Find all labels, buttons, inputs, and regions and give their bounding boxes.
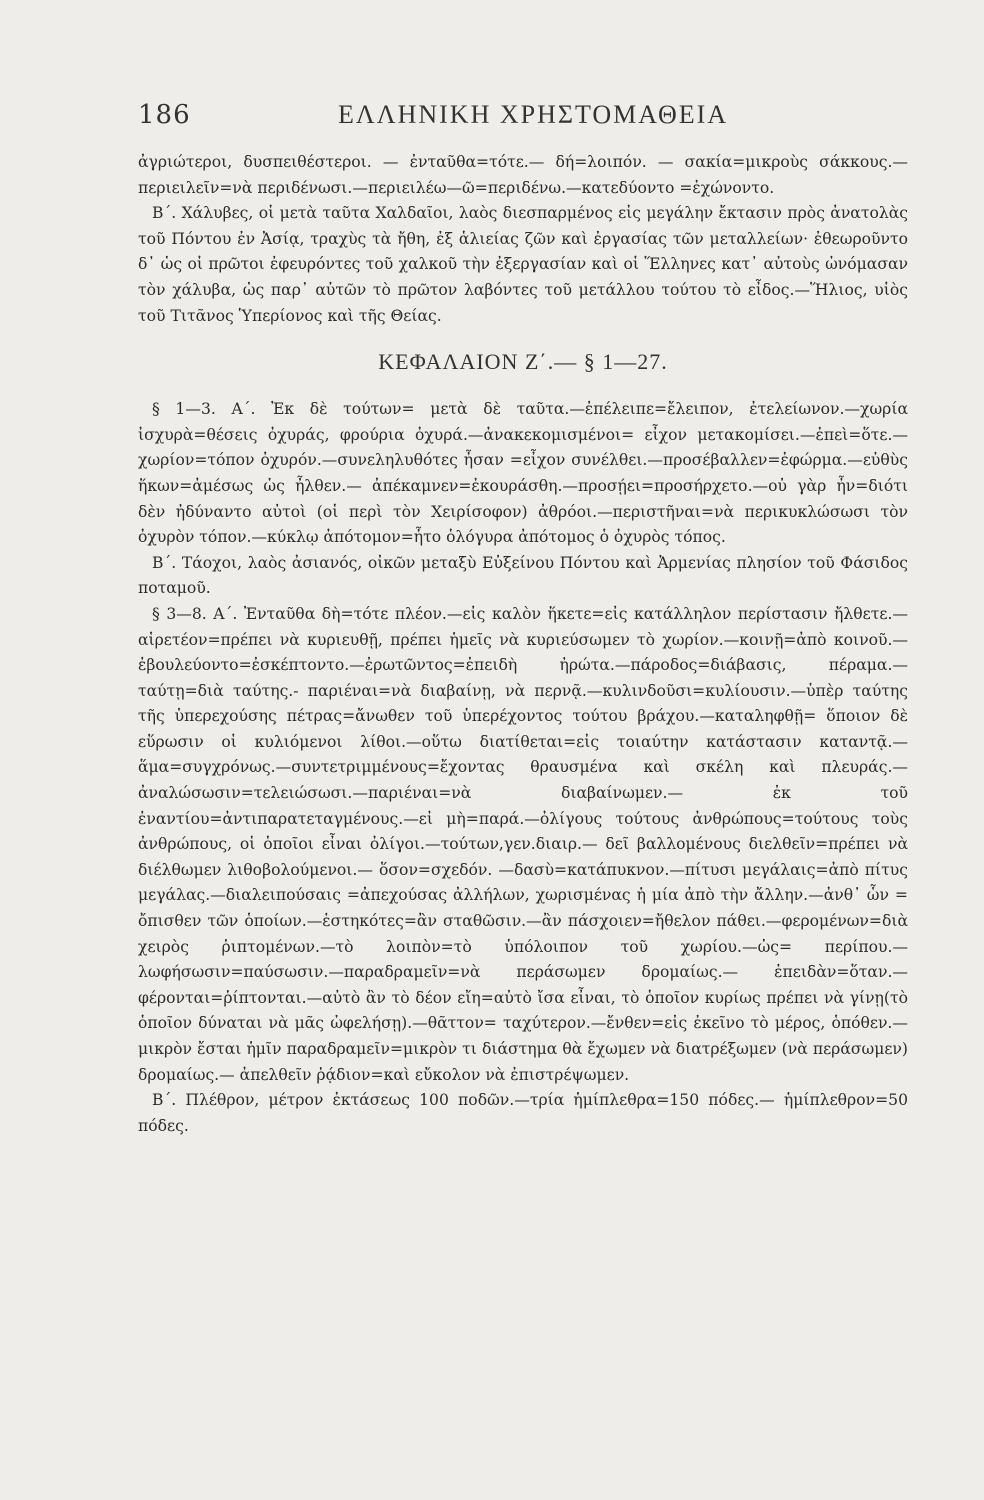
running-title: ΕΛΛΗΝΙΚΗ ΧΡΗΣΤΟΜΑΘΕΙΑ bbox=[338, 100, 729, 129]
paragraph: § 1—3. Α΄. Ἐκ δὲ τούτων= μετὰ δὲ ταῦτα.—ἐπέλειπε=ἔλειπον, ἐτελείωνον.—χωρία ἰσχυρὰ=θέσεις ὀχυράς, φρούρια ὀχυρά.—ἀνακεκομισμένοι= εἶχον μετακομίσει.—ἐπεὶ=ὅτε.—χωρίον=τόπον ὀχυρόν.—συνεληλυθότες ἦσαν =εἶχον συνέλθει.—προσέβαλλεν=ἐφώρμα.—εὐθὺς ἥκων=ἀμέσως ὡς ἦλθεν.— ἀπέκαμνεν=ἐκουράσθη.—προσῄει=προσήρχετο.—οὐ γὰρ ἦν=διότι δὲν ἠδύναντο αὐτοὶ (οἱ περὶ τὸν Χειρίσοφον) ἀθρόοι.—περιστῆναι=νὰ περικυκλώσωσι τὸν ὀχυρὸν τόπον.—κύκλῳ ἀπότομον=ἦτο ὁλόγυρα ἀπότομος ὁ ὀχυρὸς τόπος. bbox=[138, 400, 908, 547]
paragraph: § 3—8. Α΄. Ἐνταῦθα δὴ=τότε πλέον.—εἰς καλὸν ἥκετε=εἰς κατάλληλον περίστασιν ἤλθετε.—αἱρετέον=πρέπει νὰ κυριευθῇ, πρέπει ἡμεῖς νὰ κυριεύσωμεν τὸ χωρίον.—κοινῇ=ἀπὸ κοινοῦ.—ἐβουλεύοντο=ἐσκέπτοντο.—ἐρωτῶντος=ἐπειδὴ ἠρώτα.—πάροδος=διάβασις, πέραμα.—ταύτῃ=διὰ ταύτης.- παριέναι=νὰ διαβαίνῃ, νὰ περνᾷ.—κυλινδοῦσι=κυλίουσιν.—ὑπὲρ ταύτης τῆς ὑπερεχούσης πέτρας=ἄνωθεν τοῦ ὑπερέχοντος τούτου βράχου.—καταληφθῇ= ὅποιον δὲ εὕρωσιν οἱ κυλιόμενοι λίθοι.—οὕτω διατίθεται=εἰς τοιαύτην κατάστασιν καταντᾷ.—ἅμα=συγχρόνως.—συντετριμμένους=ἔχοντας θραυσμένα καὶ σκέλη καὶ πλευράς.—ἀναλώσωσιν=τελειώσωσι.—παριέναι=νὰ διαβαίνωμεν.— ἐκ τοῦ ἐναντίου=ἀντιπαρατεταγμένους.—εἰ μὴ=παρά.—ὀλίγους τούτους ἀνθρώπους=τούτους τοὺς ἀνθρώπους, οἱ ὁποῖοι εἶναι ὀλίγοι.—τούτων,γεν.διαιρ.— δεῖ βαλλομένους διελθεῖν=πρέπει νὰ διέλθωμεν λιθοβολούμενοι.— ὅσον=σχεδόν. —δασὺ=κατάπυκνον.—πίτυσι μεγάλαις=ἀπὸ πίτυς μεγάλας.—διαλειπούσαις =ἀπεχούσας ἀλλήλων, χωρισμένας ἡ μία ἀπὸ τὴν ἄλλην.—ἀνθ᾽ ὧν = ὄπισθεν τῶν ὁποίων.—ἑστηκότες=ἂν σταθῶσιν.—ἂν πάσχοιεν=ἤθελον πάθει.—φερομένων=διὰ χειρὸς ῥιπτομένων.—τὸ λοιπὸν=τὸ ὑπόλοιπον τοῦ χωρίου.—ὡς= περίπου.—λωφήσωσιν=παύσωσιν.—παραδραμεῖν=νὰ περάσωμεν δρομαίως.— ἐπειδὰν=ὅταν.—φέρονται=ῥίπτονται.—αὐτὸ ἂν τὸ δέον εἴη=αὐτὸ ἴσα εἶναι, τὸ ὁποῖον κυρίως πρέπει νὰ γίνῃ(τὸ ὁποῖον δύναται νὰ μᾶς ὠφελήσῃ).—θᾶττον= ταχύτερον.—ἔνθεν=εἰς ἐκεῖνο τὸ μέρος, ὁπόθεν.—μικρὸν ἔσται ἡμῖν παραδραμεῖν=μικρὸν τι διάστημα θὰ ἔχωμεν νὰ διατρέξωμεν (νὰ περάσωμεν) δρομαίως.— ἀπελθεῖν ῥᾴδιον=καὶ εὔκολον νὰ ἐπιστρέψωμεν. bbox=[138, 604, 908, 1084]
paragraph: Β΄. Χάλυβες, οἱ μετὰ ταῦτα Χαλδαῖοι, λαὸς διεσπαρμένος εἰς μεγάλην ἔκτασιν πρὸς ἀνατολὰς τοῦ Πόντου ἐν Ἀσίᾳ, τραχὺς τὰ ἤθη, ἐξ ἁλιείας ζῶν καὶ ἐργασίας τῶν μεταλλείων· ἐθεωροῦντο δ᾽ ὡς οἱ πρῶτοι ἐφευρόντες τοῦ χαλκοῦ τὴν ἐξεργασίαν καὶ οἱ Ἕλληνες κατ᾽ αὐτοὺς ὠνόμασαν τὸν χάλυβα, ὡς παρ᾽ αὐτῶν τὸ πρῶτον λαβόντες τοῦ μετάλλου τούτου τὸ εἶδος.—Ἥλιος, υἱὸς τοῦ Τιτᾶνος Ὑπερίονος καὶ τῆς Θείας. bbox=[138, 204, 908, 325]
paragraph: ἀγριώτεροι, δυσπειθέστεροι. — ἐνταῦθα=τότε.— δή=λοιπόν. — σακία=μικροὺς σάκκους.— περιειλεῖν=νὰ περιδένωσι.—περιειλέω—ῶ=περιδένω.—κατεδύοντο =ἐχώνοντο. bbox=[138, 153, 908, 197]
paragraph: Β΄. Πλέθρον, μέτρον ἐκτάσεως 100 ποδῶν.—τρία ἡμίπλεθρα=150 πόδες.— ἡμίπλεθρον=50 πόδες. bbox=[138, 1091, 908, 1135]
text-body bbox=[138, 150, 908, 1139]
page-header bbox=[138, 100, 898, 140]
paragraph: Β΄. Τάοχοι, λαὸς ἀσιανός, οἰκῶν μεταξὺ Εὐξείνου Πόντου καὶ Ἀρμενίας πλησίον τοῦ Φάσιδος ποταμοῦ. bbox=[138, 553, 908, 598]
page-number: 186 bbox=[138, 100, 191, 130]
chapter-heading: ΚΕΦΑΛΑΙΟΝ Ζ΄.— § 1—27. bbox=[378, 349, 668, 375]
